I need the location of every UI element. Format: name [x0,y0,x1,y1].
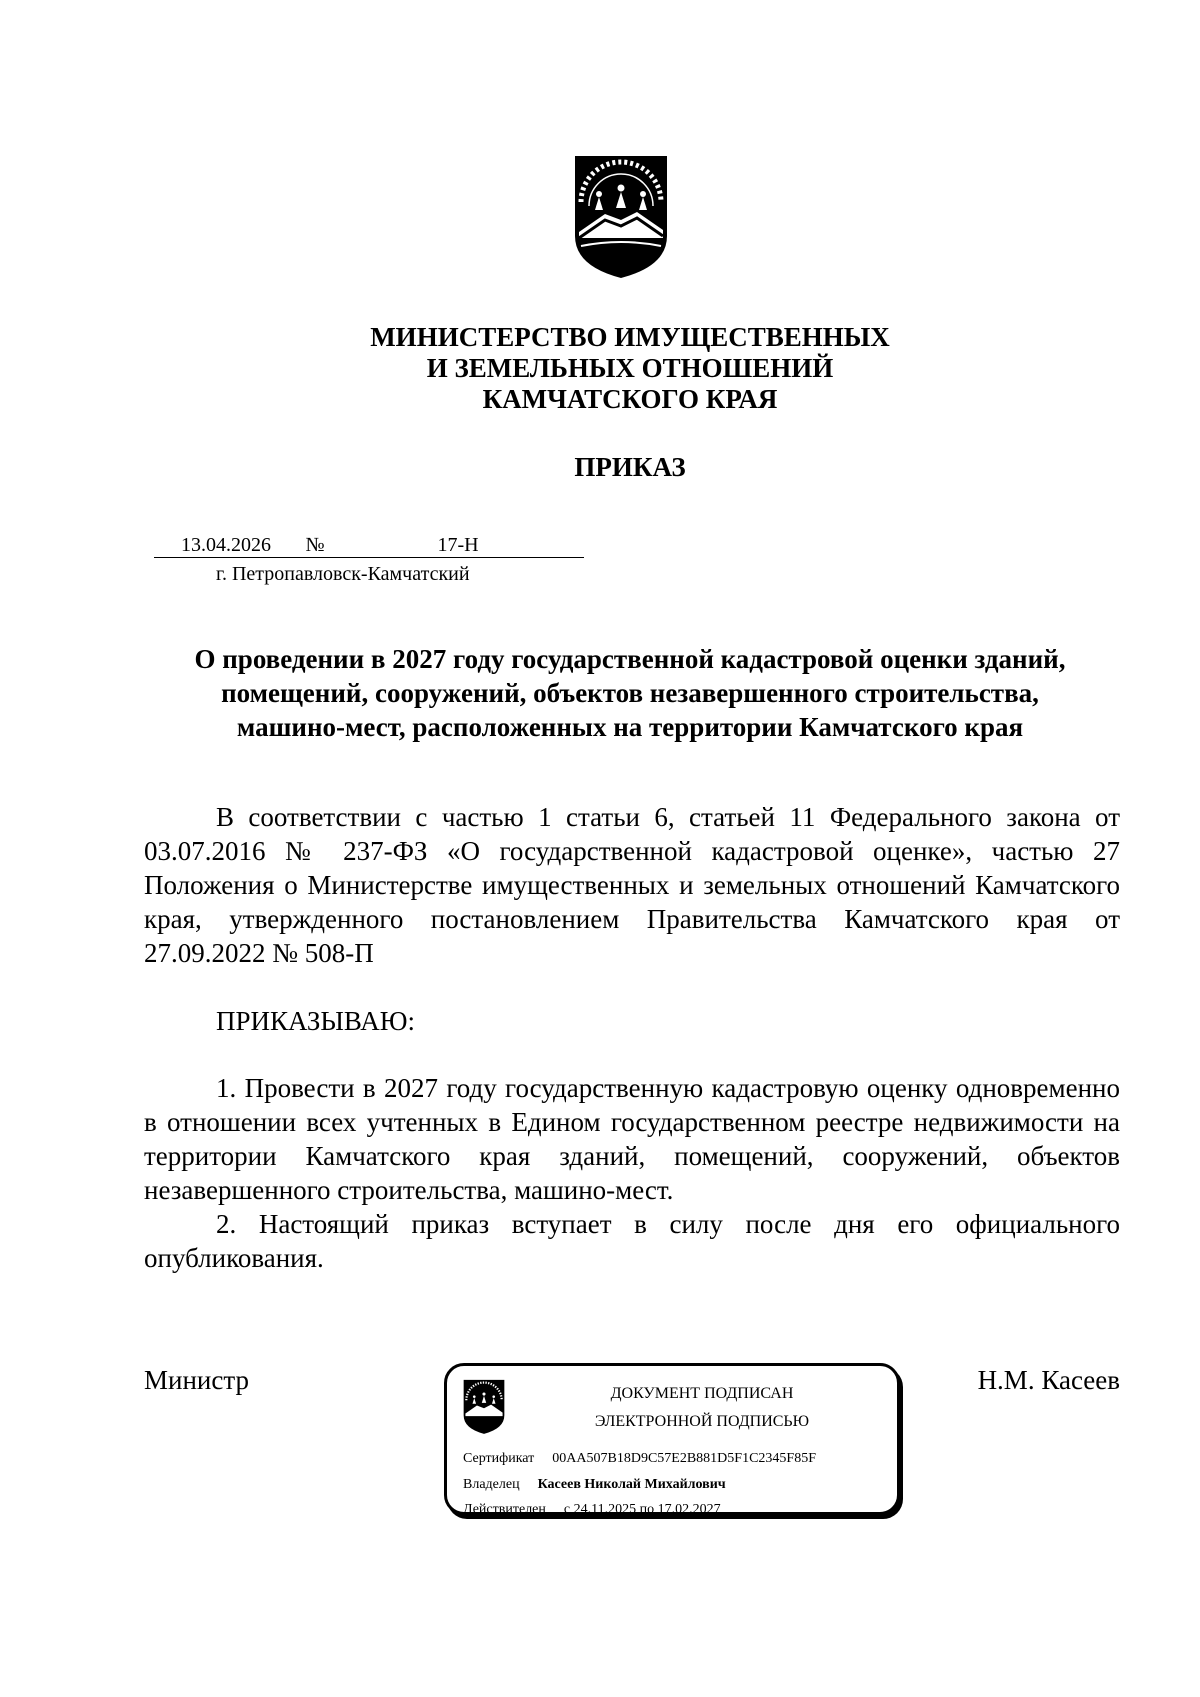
organization-name [0,322,1200,415]
order-item-1: 1. Провести в 2027 году государственную кадастровую оценку одновременно в отношении всех учтенных в Едином государственном реестре недвижимости на территории Камчатского края зданий, помещений, сооружений, объектов незавершенного строительства, машино-мест. [144,1073,1120,1205]
stamp-owner-row [463,1476,726,1494]
stamp-certificate-row [463,1450,816,1468]
subject-line-3: машино-мест, расположенных на территории Камчатского края [236,712,1024,742]
certificate-value: 00AA507B18D9C57E2B881D5F1C2345F85F [552,1451,816,1466]
validity-value: с 24.11.2025 по 17.02.2027 [563,1502,721,1517]
subject-line-1: О проведении в 2027 году государственной кадастровой оценки зданий, [194,644,1066,674]
stamp-line-2: ЭЛЕКТРОННОЙ ПОДПИСЬЮ [594,1413,810,1430]
signer-name: Н.М. Касеев [977,1365,1120,1395]
city: г. Петропавловск-Камчатский [216,563,470,585]
validity-label: Действителен [463,1502,546,1517]
certificate-label: Сертификат [463,1451,535,1466]
document-type: ПРИКАЗ [574,452,686,482]
owner-value: Касеев Николай Михайлович [537,1477,726,1492]
stamp-validity-row [463,1501,721,1519]
order-word: ПРИКАЗЫВАЮ: [216,1006,415,1036]
org-line-2: И ЗЕМЕЛЬНЫХ ОТНОШЕНИЙ [426,353,834,383]
registration-line [154,533,584,558]
subject-line-2: помещений, сооружений, объектов незавершенного строительства, [221,678,1039,708]
coat-of-arms-icon [461,1376,507,1436]
document-number: 17-Н [332,533,584,558]
stamp-heading [507,1380,897,1436]
stamp-line-1: ДОКУМЕНТ ПОДПИСАН [610,1385,794,1402]
org-line-3: КАМЧАТСКОГО КРАЯ [482,384,778,414]
preamble-paragraph: В соответствии с частью 1 статьи 6, статьей 11 Федерального закона от 03.07.2016 № 237-ФЗ «О государственной кадастровой оценке», частью 27 Положения о Министерстве имущественных и земельных отношений Камчатского края, утвержденного постановлением Правительства Камчатского края от 27.09.2022 № 508-П [144,802,1120,968]
number-sign: № [298,533,332,558]
order-item-2: 2. Настоящий приказ вступает в силу после дня его официального опубликования. [144,1209,1120,1273]
signer-position: Министр [144,1365,249,1395]
org-line-1: МИНИСТЕРСТВО ИМУЩЕСТВЕННЫХ [370,322,890,352]
document-date: 13.04.2026 [154,533,298,558]
document-subject [0,642,1200,744]
owner-label: Владелец [463,1477,520,1492]
electronic-signature-stamp [444,1363,900,1515]
coat-of-arms-icon [569,150,673,280]
document-body [144,800,1120,1275]
